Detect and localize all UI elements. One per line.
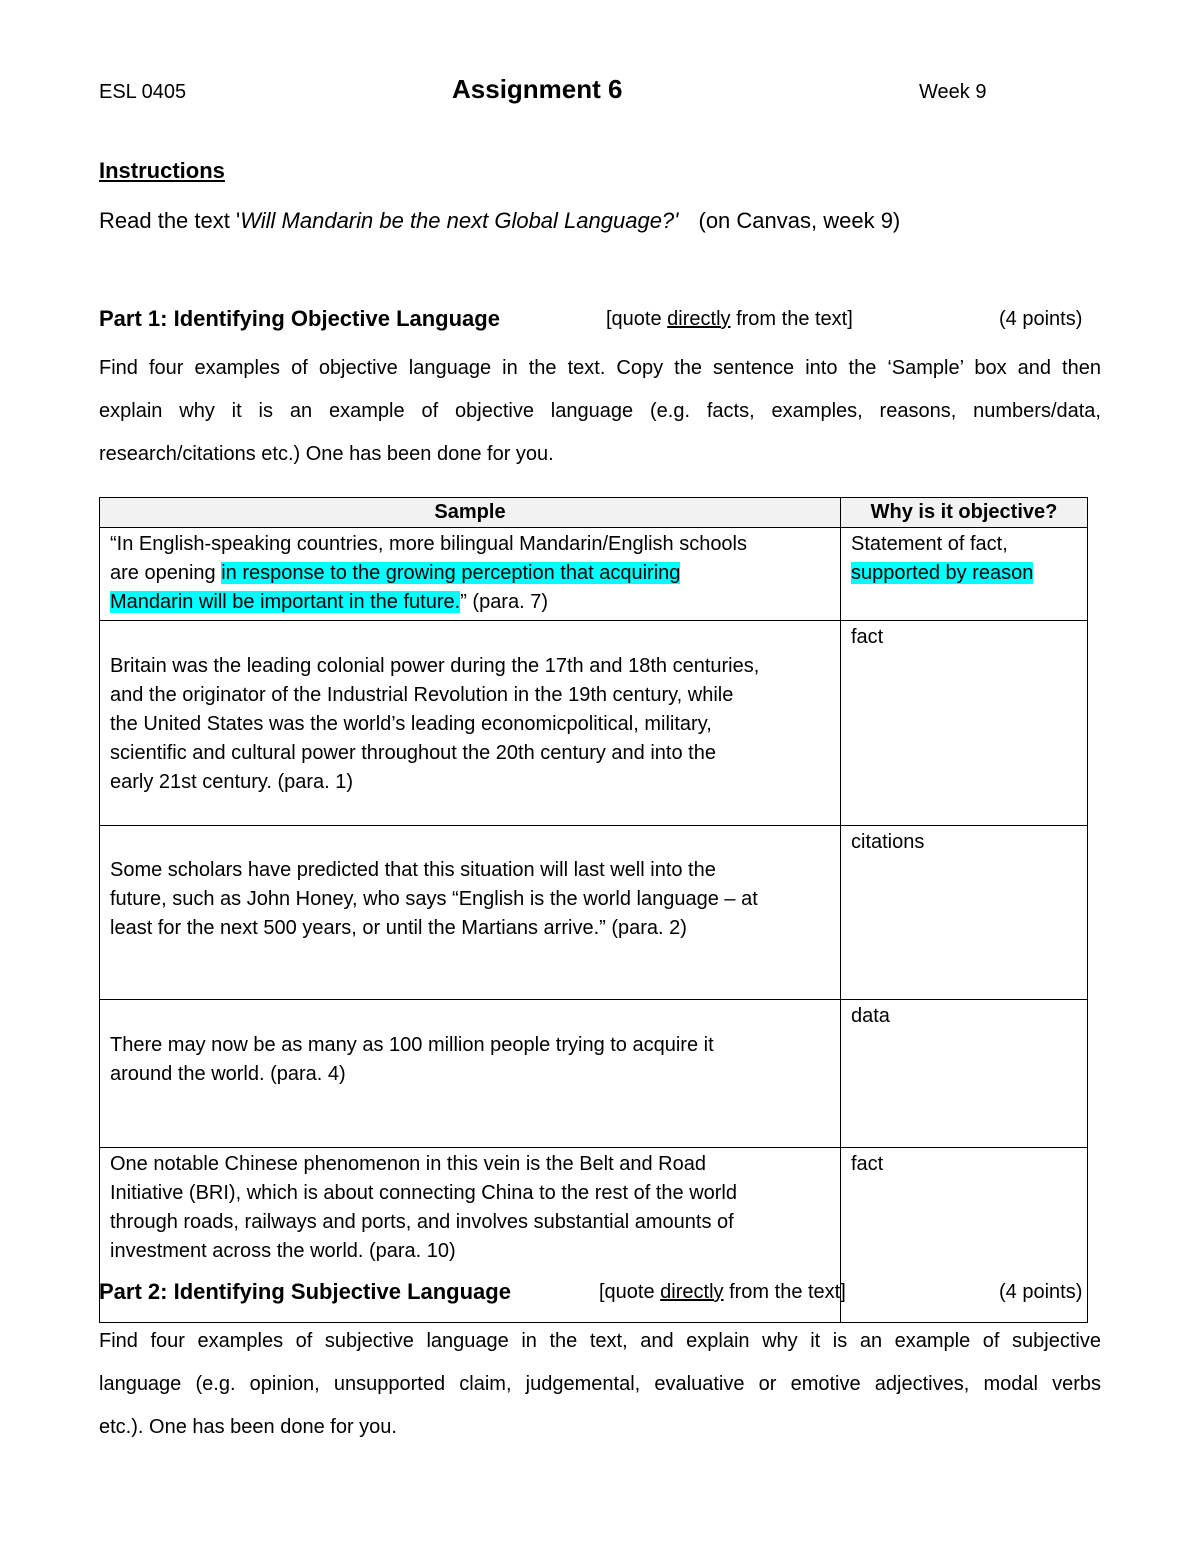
sample-line: Initiative (BRI), which is about connecting China to the rest of the world bbox=[110, 1182, 737, 1204]
sample-line bbox=[110, 588, 830, 617]
instructions-prefix: Read the text ' bbox=[99, 208, 241, 233]
sample-line: There may now be as many as 100 million people trying to acquire it bbox=[110, 1034, 714, 1056]
part2-quote-close: from the text] bbox=[723, 1281, 846, 1303]
sample-cell bbox=[100, 528, 841, 621]
why-cell: fact bbox=[841, 1148, 1088, 1323]
part2-points: (4 points) bbox=[999, 1281, 1083, 1303]
sample-line: through roads, railways and ports, and involves substantial amounts of bbox=[110, 1211, 734, 1233]
sample-line: the United States was the world’s leading economicpolitical, military, bbox=[110, 713, 712, 735]
sample-line: least for the next 500 years, or until the Martians arrive.” (para. 2) bbox=[110, 917, 687, 939]
instructions-text bbox=[99, 208, 900, 234]
why-line: Statement of fact, bbox=[851, 533, 1008, 555]
sample-line: “In English-speaking countries, more bilingual Mandarin/English schools bbox=[110, 533, 748, 555]
sample-line: Some scholars have predicted that this situation will last well into the bbox=[110, 859, 716, 881]
part1-quote-emph: directly bbox=[667, 308, 731, 330]
highlighted-text: in response to the growing perception that acquiring bbox=[221, 562, 681, 584]
instructions-heading: Instructions bbox=[99, 158, 225, 183]
sample-line bbox=[110, 559, 830, 588]
column-header-sample: Sample bbox=[100, 498, 841, 528]
sample-line: early 21st century. (para. 1) bbox=[110, 771, 354, 793]
objective-language-table bbox=[99, 497, 1088, 1323]
document-title: Assignment 6 bbox=[452, 74, 623, 104]
highlighted-text: supported by reason bbox=[851, 562, 1034, 584]
sample-line: investment across the world. (para. 10) bbox=[110, 1240, 456, 1262]
part1-line: research/citations etc.) One has been done for you. bbox=[99, 443, 554, 465]
why-cell bbox=[841, 528, 1088, 621]
table-row bbox=[100, 1000, 1088, 1148]
table-row bbox=[100, 621, 1088, 826]
sample-cell bbox=[100, 826, 841, 1000]
part1-instructions bbox=[99, 353, 1101, 482]
part2-quote-note bbox=[599, 1281, 846, 1304]
sample-text: ” (para. 7) bbox=[460, 591, 548, 613]
sample-line: and the originator of the Industrial Revolution in the 19th century, while bbox=[110, 684, 734, 706]
sample-cell bbox=[100, 621, 841, 826]
sample-text: are opening bbox=[110, 562, 222, 584]
why-cell: fact bbox=[841, 621, 1088, 826]
part1-quote-note bbox=[606, 308, 853, 331]
part1-quote-open: [quote bbox=[606, 308, 668, 330]
instructions-suffix: (on Canvas, week 9) bbox=[698, 208, 901, 233]
highlighted-text: Mandarin will be important in the future. bbox=[110, 591, 461, 613]
sample-cell bbox=[100, 1000, 841, 1148]
part1-heading: Part 1: Identifying Objective Language bbox=[99, 306, 500, 331]
why-cell: data bbox=[841, 1000, 1088, 1148]
part2-line: language (e.g. opinion, unsupported claim, judgemental, evaluative or emotive adjectives, modal verbs bbox=[99, 1373, 1101, 1395]
part2-heading: Part 2: Identifying Subjective Language bbox=[99, 1279, 511, 1304]
part2-instructions bbox=[99, 1326, 1101, 1455]
sample-line: scientific and cultural power throughout the 20th century and into the bbox=[110, 742, 716, 764]
reading-title: Will Mandarin be the next Global Language?' bbox=[240, 208, 679, 233]
part1-points: (4 points) bbox=[999, 308, 1083, 330]
why-cell: citations bbox=[841, 826, 1088, 1000]
part2-line: Find four examples of subjective language in the text, and explain why it is an example of subjective bbox=[99, 1330, 1101, 1352]
sample-line: One notable Chinese phenomenon in this vein is the Belt and Road bbox=[110, 1153, 706, 1175]
table-header-row bbox=[100, 498, 1088, 528]
week-label: Week 9 bbox=[919, 81, 987, 103]
sample-line: around the world. (para. 4) bbox=[110, 1063, 346, 1085]
table-row bbox=[100, 528, 1088, 621]
part2-quote-emph: directly bbox=[660, 1281, 724, 1303]
why-line bbox=[851, 559, 1077, 588]
part1-line: explain why it is an example of objective language (e.g. facts, examples, reasons, numbers/data, bbox=[99, 400, 1101, 422]
sample-line: Britain was the leading colonial power during the 17th and 18th centuries, bbox=[110, 655, 760, 677]
course-code: ESL 0405 bbox=[99, 81, 187, 103]
part2-line: etc.). One has been done for you. bbox=[99, 1416, 397, 1438]
part1-quote-close: from the text] bbox=[730, 308, 853, 330]
table-row bbox=[100, 826, 1088, 1000]
column-header-why: Why is it objective? bbox=[841, 498, 1088, 528]
sample-line: future, such as John Honey, who says “English is the world language – at bbox=[110, 888, 758, 910]
part1-line: Find four examples of objective language in the text. Copy the sentence into the ‘Sample’ box and then bbox=[99, 357, 1101, 379]
part2-quote-open: [quote bbox=[599, 1281, 661, 1303]
